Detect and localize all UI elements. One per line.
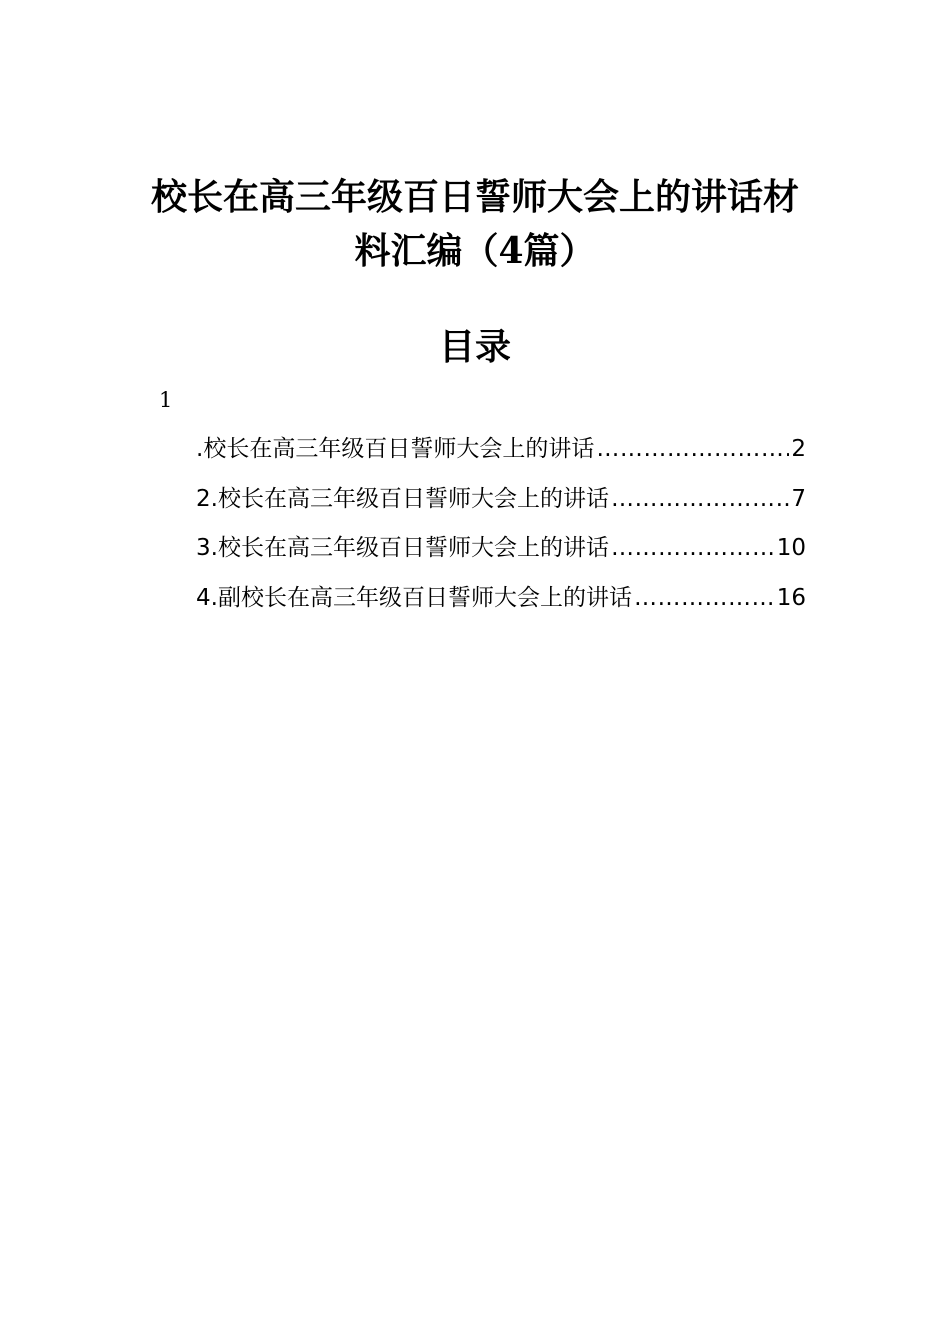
toc-dot-leader — [596, 427, 789, 471]
toc-entry-3[interactable] — [196, 526, 806, 576]
toc-entry-page: 16 — [776, 585, 806, 612]
toc-entry-page: 2 — [791, 436, 806, 462]
toc-entry-title: 校长在高三年级百日誓师大会上的讲话 — [217, 535, 609, 562]
list-number: 1 — [159, 388, 173, 412]
toc-entry-number: 3. — [196, 535, 218, 562]
toc-dot-leader — [611, 526, 775, 570]
document-title-line-2: 料汇编（4篇） — [354, 230, 596, 272]
toc-entry-title: 校长在高三年级百日誓师大会上的讲话 — [203, 436, 595, 462]
document-title-line-1: 校长在高三年级百日誓师大会上的讲话材 — [150, 176, 799, 218]
toc-entry-title: 副校长在高三年级百日誓师大会上的讲话 — [217, 585, 632, 612]
toc-entry-page: 10 — [776, 535, 806, 562]
toc-entry-1[interactable] — [196, 427, 806, 477]
toc-entry-number: 4. — [196, 585, 218, 612]
toc-entry-4[interactable] — [196, 576, 806, 626]
toc-heading: 目录 — [438, 326, 511, 368]
toc-dot-leader — [611, 477, 789, 521]
toc-entry-number: . — [196, 436, 204, 462]
toc-entry-2[interactable] — [196, 477, 806, 527]
document-title — [150, 170, 800, 278]
toc-entry-number: 2. — [196, 485, 218, 512]
toc-entry-page: 7 — [791, 485, 806, 512]
toc-dot-leader — [634, 576, 775, 620]
table-of-contents — [196, 427, 806, 626]
toc-entry-title: 校长在高三年级百日誓师大会上的讲话 — [217, 485, 609, 512]
